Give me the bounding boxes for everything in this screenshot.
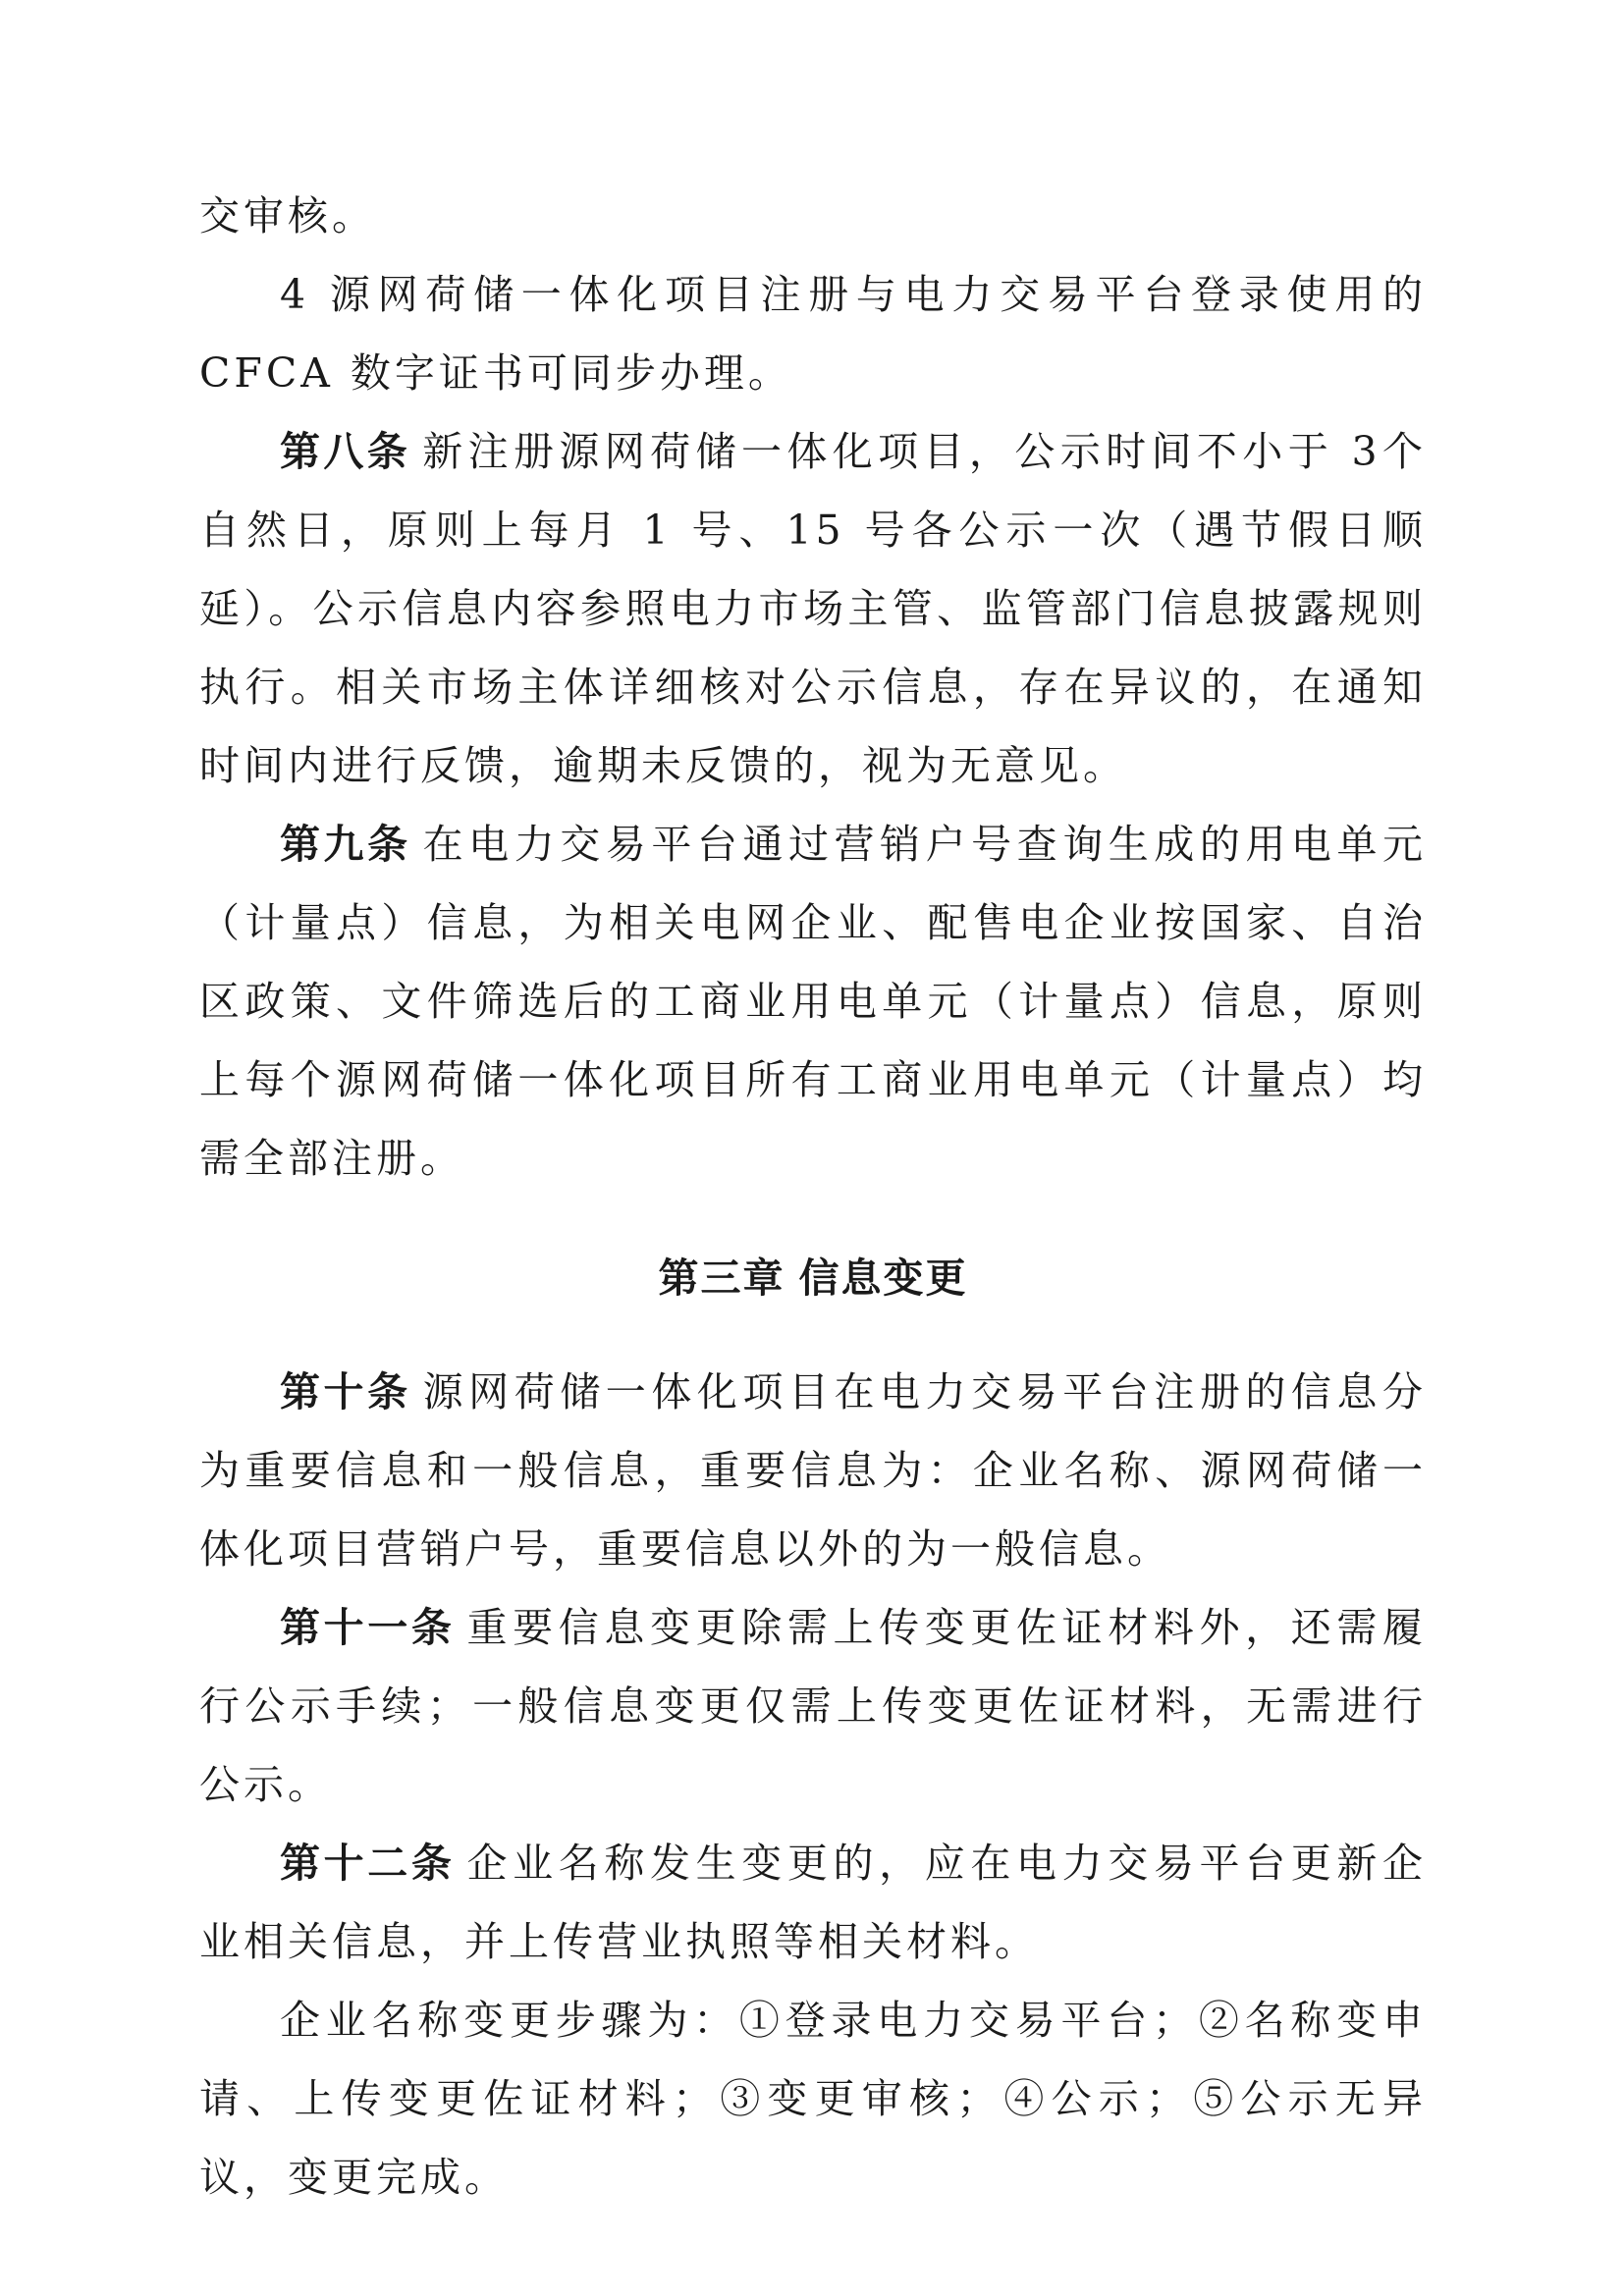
article-number: 第十二条	[280, 1840, 456, 1887]
article-9	[199, 805, 1427, 1198]
article-12	[199, 1824, 1427, 1981]
article-8	[199, 412, 1427, 805]
name-change-steps	[199, 1981, 1427, 2216]
paragraph-cfca-certificate	[199, 255, 1427, 412]
article-text: 重要信息变更除需上传变更佐证材料外，还需履行公示手续；一般信息变更仅需上传变更佐证材料，无需进行公示。	[199, 1604, 1427, 1808]
article-number: 第十一条	[280, 1604, 456, 1651]
document-page	[199, 177, 1427, 2216]
article-text: 企业名称发生变更的，应在电力交易平台更新企业相关信息，并上传营业执照等相关材料。	[199, 1840, 1427, 1965]
paragraph-text: 交审核。	[199, 192, 376, 240]
article-number: 第八条	[280, 428, 411, 475]
article-11	[199, 1588, 1427, 1824]
article-text: 新注册源网荷储一体化项目，公示时间不小于 3个自然日，原则上每月 1 号、15 号各公示一次（遇节假日顺延）。公示信息内容参照电力市场主管、监管部门信息披露规则执行。相关市场主体详细核对公示信息，存在异议的，在通知时间内进行反馈，逾期未反馈的，视为无意见。	[199, 428, 1427, 789]
article-number: 第九条	[280, 821, 411, 868]
chapter-number: 第三章	[658, 1255, 785, 1302]
chapter-title: 信息变更	[798, 1255, 968, 1302]
article-text: 源网荷储一体化项目在电力交易平台注册的信息分为重要信息和一般信息，重要信息为：企业名称、源网荷储一体化项目营销户号，重要信息以外的为一般信息。	[199, 1368, 1427, 1573]
article-10	[199, 1353, 1427, 1588]
article-text: 在电力交易平台通过营销户号查询生成的用电单元（计量点）信息，为相关电网企业、配售电企业按国家、自治区政策、文件筛选后的工商业用电单元（计量点）信息，原则上每个源网荷储一体化项目所有工商业用电单元（计量点）均需全部注册。	[199, 821, 1427, 1182]
article-number: 第十条	[280, 1368, 411, 1415]
paragraph-text: 企业名称变更步骤为：①登录电力交易平台；②名称变申请、上传变更佐证材料；③变更审核；④公示；⑤公示无异议，变更完成。	[199, 1997, 1427, 2201]
paragraph-text: 4 源网荷储一体化项目注册与电力交易平台登录使用的 CFCA 数字证书可同步办理。	[199, 271, 1427, 397]
paragraph-continuation	[199, 177, 1427, 255]
chapter-heading	[199, 1239, 1427, 1317]
